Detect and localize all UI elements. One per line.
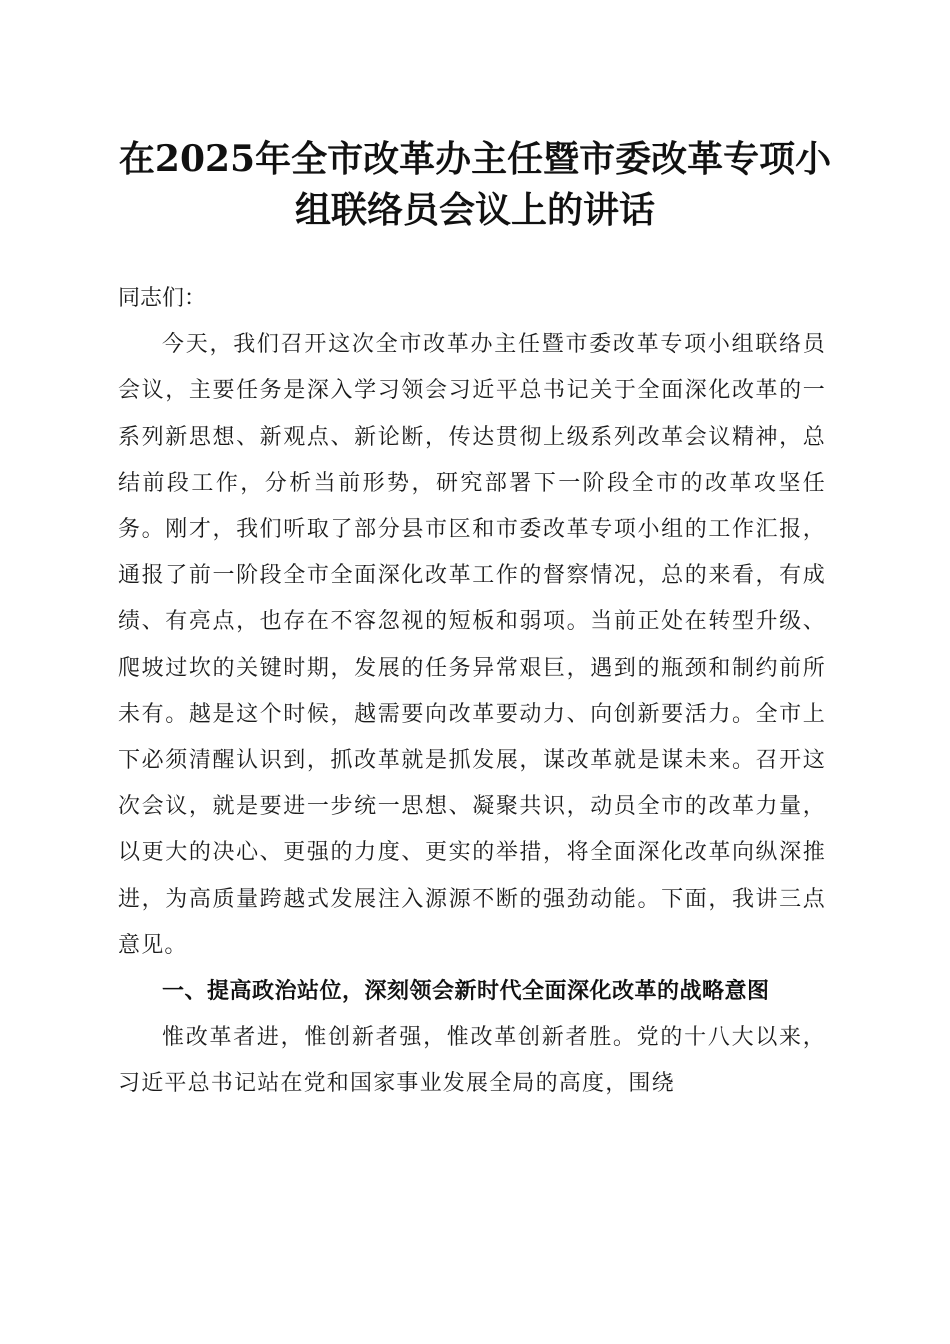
body-paragraph-1: 今天，我们召开这次全市改革办主任暨市委改革专项小组联络员会议，主要任务是深入学习领会习近平总书记关于全面深化改革的一系列新思想、新观点、新论断，传达贯彻上级系列改革会议精神，总结前段工作，分析当前形势，研究部署下一阶段全市的改革攻坚任务。刚才，我们听取了部分县市区和市委改革专项小组的工作汇报，通报了前一阶段全市全面深化改革工作的督察情况，总的来看，有成绩、有亮点，也存在不容忽视的短板和弱项。当前正处在转型升级、爬坡过坎的关键时期，发展的任务异常艰巨，遇到的瓶颈和制约前所未有。越是这个时候，越需要向改革要动力、向创新要活力。全市上下必须清醒认识到，抓改革就是抓发展，谋改革就是谋未来。召开这次会议，就是要进一步统一思想、凝聚共识，动员全市的改革力量，以更大的决心、更强的力度、更实的举措，将全面深化改革向纵深推进，为高质量跨越式发展注入源源不断的强劲动能。下面，我讲三点意见。 xyxy=(118,332,826,958)
salutation: 同志们： xyxy=(118,286,207,311)
title-line-2: 组联络员会议上的讲话 xyxy=(294,189,655,231)
document-title xyxy=(100,134,850,236)
document-body xyxy=(118,276,826,1108)
title-line-1: 在2025年全市改革办主任暨市委改革专项小 xyxy=(118,138,832,180)
body-paragraph-2: 惟改革者进，惟创新者强，惟改革创新者胜。党的十八大以来，习近平总书记站在党和国家事业发展全局的高度，围绕 xyxy=(118,1025,826,1097)
section-heading-1: 一、提高政治站位，深刻领会新时代全面深化改革的战略意图 xyxy=(162,979,770,1005)
